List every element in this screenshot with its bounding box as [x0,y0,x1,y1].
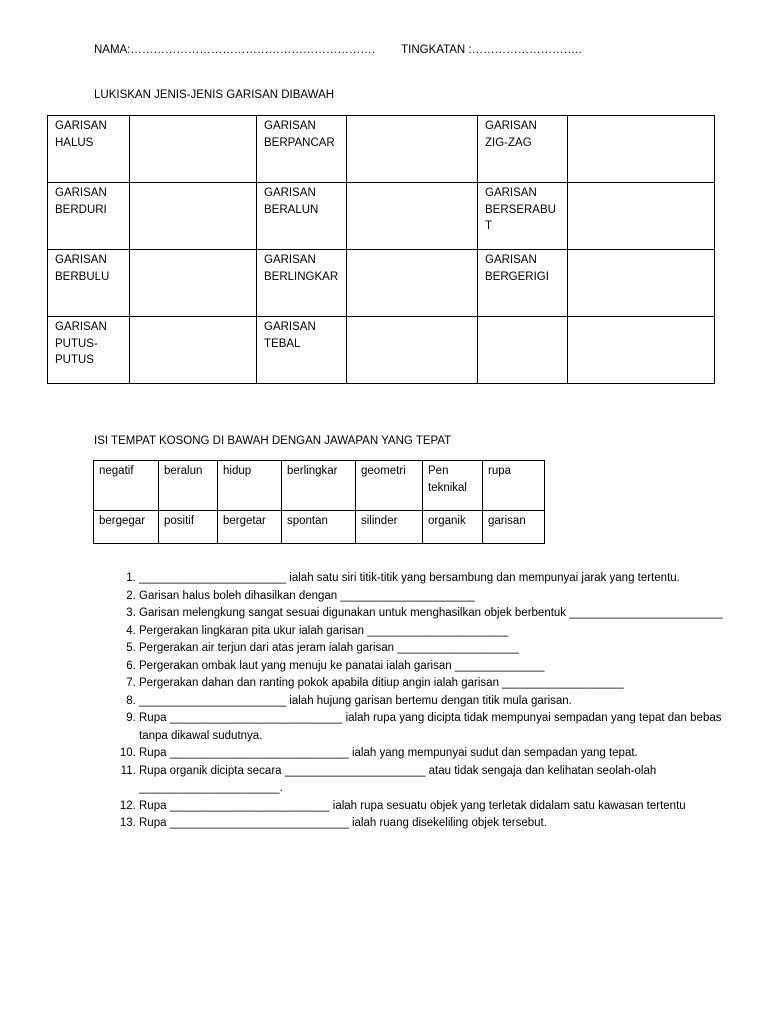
drawing-cell[interactable] [568,317,715,384]
line-type-label: GARISAN PUTUS-PUTUS [48,317,130,384]
question-item: 9. Rupa ___________________________ ialah rupa yang dicipta tidak mempunyai sempadan yang tepat dan bebas tanpa dikawal sudutnya. [139,710,729,745]
drawing-cell[interactable] [130,317,257,384]
word-cell: rupa [483,461,545,511]
question-item: 1. _______________________ ialah satu siri titik-titik yang bersambung dan mempunyai jarak yang tertentu. [139,570,729,588]
question-item: 11. Rupa organik dicipta secara ______________________ atau tidak sengaja dan kelihatan seolah-olah ______________________. [139,763,729,798]
line-type-label: GARISAN ZIG-ZAG [478,116,568,183]
word-bank-table [93,460,545,544]
line-type-label: GARISAN BERLINGKAR [257,250,347,317]
question-list [94,570,729,833]
word-cell: silinder [356,511,423,544]
line-type-label: GARISAN BERALUN [257,183,347,250]
word-cell: organik [423,511,483,544]
drawing-cell[interactable] [347,317,478,384]
question-item: 6. Pergerakan ombak laut yang menuju ke panatai ialah garisan ______________ [139,658,729,676]
class-field-label: TINGKATAN :……………………….. [401,44,582,56]
line-type-label [478,317,568,384]
drawing-cell[interactable] [568,183,715,250]
question-item: 7. Pergerakan dahan dan ranting pokok apabila ditiup angin ialah garisan ___________________ [139,675,729,693]
table-row [48,183,715,250]
word-cell: geometri [356,461,423,511]
line-type-label: GARISAN BERSERABUT [478,183,568,250]
word-cell: positif [159,511,218,544]
table-row [94,461,545,511]
word-cell: Pen teknikal [423,461,483,511]
section2-heading: ISI TEMPAT KOSONG DI BAWAH DENGAN JAWAPAN YANG TEPAT [94,435,452,447]
word-cell: spontan [282,511,356,544]
line-type-label: GARISAN BERDURI [48,183,130,250]
drawing-cell[interactable] [347,250,478,317]
section1-heading: LUKISKAN JENIS-JENIS GARISAN DIBAWAH [94,89,335,101]
table-row [94,511,545,544]
question-item: 4. Pergerakan lingkaran pita ukur ialah garisan ______________________ [139,623,729,641]
question-item: 10. Rupa ____________________________ ialah yang mempunyai sudut dan sempadan yang tepat. [139,745,729,763]
table-row [48,250,715,317]
word-cell: berlingkar [282,461,356,511]
question-item: 2. Garisan halus boleh dihasilkan dengan _____________________ [139,588,729,606]
line-type-label: GARISAN BERBULU [48,250,130,317]
name-field-label: NAMA:………………………………………………………. [94,44,376,56]
drawing-cell[interactable] [568,116,715,183]
word-cell: bergetar [218,511,282,544]
student-info-line [94,44,582,56]
question-item: 8. _______________________ ialah hujung garisan bertemu dengan titik mula garisan. [139,693,729,711]
word-cell: beralun [159,461,218,511]
line-type-label: GARISAN BERPANCAR [257,116,347,183]
line-types-table [47,115,715,384]
drawing-cell[interactable] [130,183,257,250]
question-item: 12. Rupa _________________________ ialah rupa sesuatu objek yang terletak didalam satu kawasan tertentu [139,798,729,816]
drawing-cell[interactable] [130,116,257,183]
drawing-cell[interactable] [130,250,257,317]
word-cell: negatif [94,461,159,511]
line-type-label: GARISAN HALUS [48,116,130,183]
drawing-cell[interactable] [347,183,478,250]
question-item: 3. Garisan melengkung sangat sesuai digunakan untuk menghasilkan objek berbentuk ________________________ [139,605,729,623]
question-item: 13. Rupa ____________________________ ialah ruang disekeliling objek tersebut. [139,815,729,833]
drawing-cell[interactable] [568,250,715,317]
word-cell: garisan [483,511,545,544]
word-cell: hidup [218,461,282,511]
table-row [48,317,715,384]
word-cell: bergegar [94,511,159,544]
drawing-cell[interactable] [347,116,478,183]
line-type-label: GARISAN TEBAL [257,317,347,384]
line-type-label: GARISAN BERGERIGI [478,250,568,317]
table-row [48,116,715,183]
question-item: 5. Pergerakan air terjun dari atas jeram ialah garisan ___________________ [139,640,729,658]
